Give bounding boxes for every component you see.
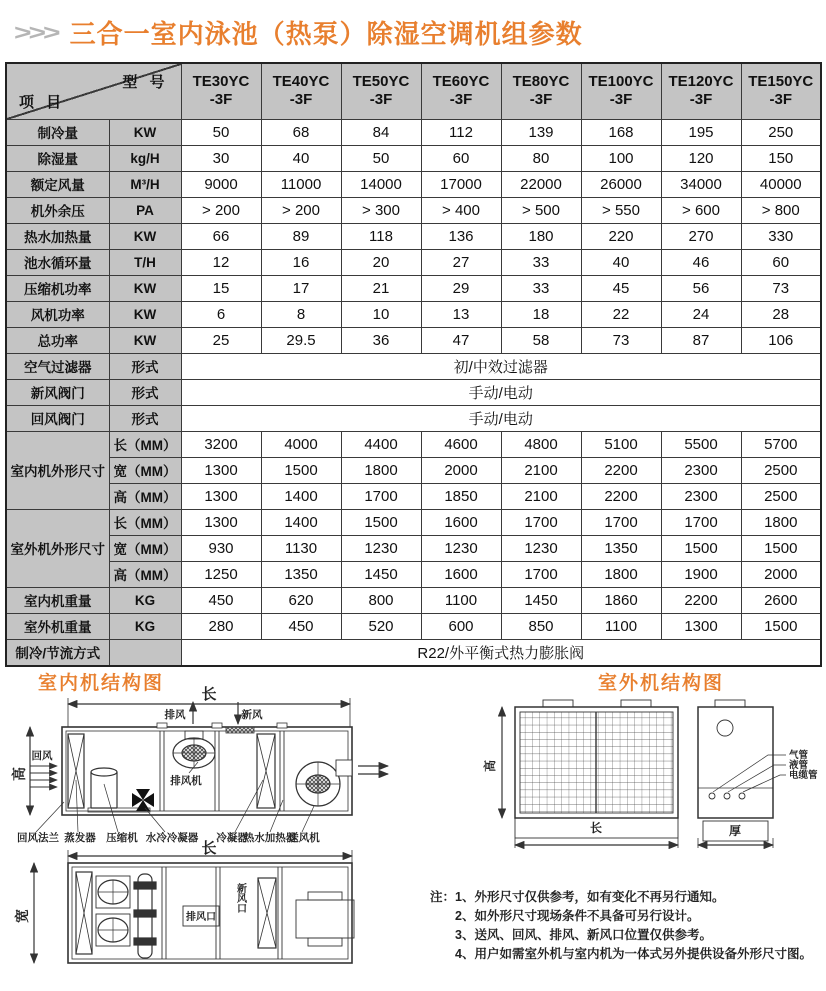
row-group-label: 室外机外形尺寸: [6, 509, 109, 587]
spec-value: 40000: [741, 171, 821, 197]
note-line: 2、如外形尺寸现场条件不具备可另行设计。: [455, 909, 700, 923]
row-label: 总功率: [6, 327, 109, 353]
spec-value: 1600: [421, 561, 501, 587]
spec-value: 4600: [421, 431, 501, 457]
evaporator-panel: [68, 734, 84, 808]
spec-value: 2600: [741, 587, 821, 613]
spec-value: 2500: [741, 483, 821, 509]
spec-value: 4000: [261, 431, 341, 457]
spec-table: [5, 62, 822, 667]
note-line: 3、送风、回风、排风、新风口位置仅供参考。: [455, 928, 712, 942]
spec-value: 73: [741, 275, 821, 301]
spec-value: 1130: [261, 535, 341, 561]
row-unit: 长（MM）: [109, 431, 181, 457]
row-unit: KW: [109, 223, 181, 249]
spec-value: 1100: [581, 613, 661, 639]
spec-value: 1450: [341, 561, 421, 587]
spec-table-body: [6, 119, 821, 666]
spec-value: 180: [501, 223, 581, 249]
model-header: TE50YC -3F: [341, 63, 421, 119]
row-unit: 长（MM）: [109, 509, 181, 535]
spec-value: 800: [341, 587, 421, 613]
exhaust-fan-label: 排风机: [170, 775, 202, 787]
row-label: 池水循环量: [6, 249, 109, 275]
spec-value: 11000: [261, 171, 341, 197]
spec-value: 25: [181, 327, 261, 353]
corner-item-label: 项 目: [19, 93, 66, 111]
spec-value: 1350: [581, 535, 661, 561]
spec-row: [6, 405, 821, 431]
row-label: 制冷/节流方式: [6, 639, 109, 666]
model-header: TE100YC -3F: [581, 63, 661, 119]
spec-value: 1850: [421, 483, 501, 509]
spec-row: [6, 327, 821, 353]
spec-value: 16: [261, 249, 341, 275]
model-header: TE30YC -3F: [181, 63, 261, 119]
spec-value: 4400: [341, 431, 421, 457]
spec-value: 8: [261, 301, 341, 327]
spec-value: 1700: [341, 483, 421, 509]
spec-value: > 300: [341, 197, 421, 223]
indoor-unit-diagram: [0, 660, 430, 991]
row-unit: 宽（MM）: [109, 535, 181, 561]
spec-row: [6, 249, 821, 275]
spec-value: 450: [261, 613, 341, 639]
spec-row: [6, 353, 821, 379]
spec-value: 1300: [181, 509, 261, 535]
merged-value: 手动/电动: [181, 405, 821, 431]
spec-value: 29.5: [261, 327, 341, 353]
spec-value: 6: [181, 301, 261, 327]
gas-pipe-label: 气管: [789, 750, 809, 761]
spec-value: 13: [421, 301, 501, 327]
spec-value: 12: [181, 249, 261, 275]
spec-value: 450: [181, 587, 261, 613]
spec-row: [6, 197, 821, 223]
outdoor-height-label: 高: [483, 759, 497, 773]
spec-row: [6, 223, 821, 249]
spec-value: 2300: [661, 457, 741, 483]
spec-row: [6, 171, 821, 197]
merged-value: R22/外平衡式热力膨胀阀: [181, 639, 821, 666]
length-label: 长: [201, 686, 217, 703]
row-label: 热水加热量: [6, 223, 109, 249]
row-unit: KW: [109, 327, 181, 353]
row-label: 空气过滤器: [6, 353, 109, 379]
spec-value: 5700: [741, 431, 821, 457]
corner-cell: [6, 63, 181, 119]
spec-value: 195: [661, 119, 741, 145]
spec-value: > 500: [501, 197, 581, 223]
row-label: 风机功率: [6, 301, 109, 327]
spec-value: 2200: [581, 457, 661, 483]
spec-value: 50: [181, 119, 261, 145]
row-label: 额定风量: [6, 171, 109, 197]
exhaust-fan-shape: [173, 731, 215, 768]
spec-value: 34000: [661, 171, 741, 197]
model-header: TE120YC -3F: [661, 63, 741, 119]
spec-value: 1800: [581, 561, 661, 587]
width-label: 宽: [14, 909, 30, 923]
fresh-air-grille: [226, 727, 254, 733]
model-header-row: [6, 63, 821, 119]
spec-row: [6, 457, 821, 483]
liquid-pipe-label: 液管: [789, 760, 809, 771]
spec-value: 56: [661, 275, 741, 301]
spec-value: 50: [341, 145, 421, 171]
spec-value: 250: [741, 119, 821, 145]
spec-value: 100: [581, 145, 661, 171]
spec-value: 270: [661, 223, 741, 249]
height-label: 高: [11, 767, 27, 781]
spec-value: 1230: [421, 535, 501, 561]
spec-value: 2100: [501, 483, 581, 509]
spec-value: 15: [181, 275, 261, 301]
spec-value: 68: [261, 119, 341, 145]
spec-value: 1400: [261, 509, 341, 535]
outdoor-depth-label: 厚: [728, 824, 742, 838]
row-unit: KW: [109, 275, 181, 301]
plan-fans: [96, 876, 130, 946]
spec-value: 58: [501, 327, 581, 353]
row-unit: 形式: [109, 353, 181, 379]
spec-value: 33: [501, 275, 581, 301]
spec-row: [6, 509, 821, 535]
spec-value: 30: [181, 145, 261, 171]
chevrons-icon: >>>: [14, 19, 58, 45]
spec-value: 620: [261, 587, 341, 613]
row-unit: KG: [109, 613, 181, 639]
row-unit: KG: [109, 587, 181, 613]
spec-value: 60: [741, 249, 821, 275]
outdoor-unit-diagram: [430, 660, 826, 870]
row-label: 室内机重量: [6, 587, 109, 613]
spec-value: 930: [181, 535, 261, 561]
outdoor-length-label: 长: [589, 821, 603, 835]
spec-value: > 550: [581, 197, 661, 223]
note-line: 1、外形尺寸仅供参考，如有变化不再另行通知。: [455, 890, 725, 904]
spec-value: 1300: [181, 483, 261, 509]
spec-value: 9000: [181, 171, 261, 197]
indoor-diagram-title: 室内机结构图: [38, 673, 165, 694]
spec-value: 36: [341, 327, 421, 353]
spec-value: 21: [341, 275, 421, 301]
spec-row: [6, 535, 821, 561]
model-header: TE40YC -3F: [261, 63, 341, 119]
spec-value: 1700: [501, 509, 581, 535]
spec-value: 2200: [581, 483, 661, 509]
spec-value: 33: [501, 249, 581, 275]
spec-value: 280: [181, 613, 261, 639]
spec-value: 1700: [581, 509, 661, 535]
spec-value: 168: [581, 119, 661, 145]
indoor-cabinet-outline: [62, 727, 352, 815]
row-label: 新风阀门: [6, 379, 109, 405]
heater-coil-panel: [257, 734, 275, 808]
spec-row: [6, 145, 821, 171]
spec-value: 26000: [581, 171, 661, 197]
spec-row: [6, 483, 821, 509]
model-header: TE80YC -3F: [501, 63, 581, 119]
spec-value: > 800: [741, 197, 821, 223]
row-label: 压缩机功率: [6, 275, 109, 301]
spec-row: [6, 431, 821, 457]
spec-value: 1300: [661, 613, 741, 639]
fresh-air-label: 新风: [241, 709, 263, 721]
spec-value: 150: [741, 145, 821, 171]
spec-value: 139: [501, 119, 581, 145]
spec-value: 1500: [741, 613, 821, 639]
spec-value: 18: [501, 301, 581, 327]
spec-value: 73: [581, 327, 661, 353]
row-unit: 高（MM）: [109, 561, 181, 587]
spec-value: 17000: [421, 171, 501, 197]
note-list: [455, 888, 812, 964]
plan-supply-fan: [296, 892, 354, 946]
model-header: TE150YC -3F: [741, 63, 821, 119]
hot-water-heater-label: 热水加热器: [243, 832, 297, 844]
outdoor-diagram-title: 室外机结构图: [598, 673, 725, 694]
supply-fan-shape: [296, 760, 352, 806]
row-unit: 宽（MM）: [109, 457, 181, 483]
spec-value: 850: [501, 613, 581, 639]
outdoor-side-view: [698, 700, 786, 848]
spec-value: 29: [421, 275, 501, 301]
spec-value: 45: [581, 275, 661, 301]
exhaust-air-label: 排风: [164, 709, 186, 721]
spec-value: 3200: [181, 431, 261, 457]
spec-value: 600: [421, 613, 501, 639]
spec-value: 1230: [501, 535, 581, 561]
spec-row: [6, 275, 821, 301]
spec-value: 2200: [661, 587, 741, 613]
spec-value: 120: [661, 145, 741, 171]
spec-value: 1350: [261, 561, 341, 587]
spec-value: 1250: [181, 561, 261, 587]
row-unit: kg/H: [109, 145, 181, 171]
spec-value: > 400: [421, 197, 501, 223]
model-header: TE60YC -3F: [421, 63, 501, 119]
spec-value: 1450: [501, 587, 581, 613]
row-unit: T/H: [109, 249, 181, 275]
spec-row: [6, 613, 821, 639]
spec-value: 5100: [581, 431, 661, 457]
row-unit: KW: [109, 119, 181, 145]
spec-value: 1900: [661, 561, 741, 587]
spec-value: 40: [581, 249, 661, 275]
spec-value: 1800: [341, 457, 421, 483]
spec-value: > 600: [661, 197, 741, 223]
fresh-air-outlet-label: 新风口: [234, 883, 246, 913]
spec-value: 1230: [341, 535, 421, 561]
spec-value: 66: [181, 223, 261, 249]
page-title: 三合一室内泳池（热泵）除湿空调机组参数: [69, 19, 583, 49]
spec-value: 136: [421, 223, 501, 249]
spec-value: 24: [661, 301, 741, 327]
merged-value: 初/中效过滤器: [181, 353, 821, 379]
spec-value: 1500: [741, 535, 821, 561]
spec-value: 46: [661, 249, 741, 275]
spec-value: 106: [741, 327, 821, 353]
spec-value: 47: [421, 327, 501, 353]
row-unit: PA: [109, 197, 181, 223]
spec-value: 17: [261, 275, 341, 301]
spec-row: [6, 301, 821, 327]
spec-value: 80: [501, 145, 581, 171]
spec-value: 89: [261, 223, 341, 249]
merged-value: 手动/电动: [181, 379, 821, 405]
spec-value: 20: [341, 249, 421, 275]
row-group-label: 室内机外形尺寸: [6, 431, 109, 509]
spec-value: 1300: [181, 457, 261, 483]
spec-value: 1400: [261, 483, 341, 509]
spec-value: 40: [261, 145, 341, 171]
row-label: 制冷量: [6, 119, 109, 145]
spec-row: [6, 119, 821, 145]
spec-row: [6, 561, 821, 587]
spec-value: > 200: [181, 197, 261, 223]
row-label: 回风阀门: [6, 405, 109, 431]
spec-row: [6, 379, 821, 405]
spec-value: 520: [341, 613, 421, 639]
spec-value: 1700: [661, 509, 741, 535]
row-unit: 高（MM）: [109, 483, 181, 509]
water-cooled-condenser-label: 水冷冷凝器: [145, 832, 199, 844]
coil-column: [134, 874, 156, 958]
note-prefix: 注：: [430, 890, 456, 904]
spec-value: 1800: [741, 509, 821, 535]
spec-value: 330: [741, 223, 821, 249]
spec-value: 5500: [661, 431, 741, 457]
spec-value: 2500: [741, 457, 821, 483]
spec-value: 1700: [501, 561, 581, 587]
spec-value: 22: [581, 301, 661, 327]
corner-model-label: 型 号: [122, 74, 169, 91]
spec-value: 84: [341, 119, 421, 145]
note-line: 4、用户如需室外机与室内机为一体式另外提供设备外形尺寸图。: [455, 947, 812, 961]
condenser-label: 冷凝器: [216, 832, 248, 844]
spec-value: 1500: [261, 457, 341, 483]
return-flange-label: 回风法兰: [17, 832, 59, 844]
spec-value: 60: [421, 145, 501, 171]
row-unit: KW: [109, 301, 181, 327]
spec-value: 112: [421, 119, 501, 145]
spec-value: 14000: [341, 171, 421, 197]
indoor-side-view: [30, 698, 388, 832]
spec-value: 87: [661, 327, 741, 353]
spec-value: 220: [581, 223, 661, 249]
spec-value: 28: [741, 301, 821, 327]
row-label: 室外机重量: [6, 613, 109, 639]
evaporator-label: 蒸发器: [64, 832, 96, 844]
spec-value: 1500: [661, 535, 741, 561]
spec-value: 1100: [421, 587, 501, 613]
spec-value: 22000: [501, 171, 581, 197]
plan-length-label: 长: [201, 840, 217, 857]
spec-value: 1600: [421, 509, 501, 535]
spec-value: 2000: [421, 457, 501, 483]
compressor-label: 压缩机: [106, 832, 138, 844]
row-unit: 形式: [109, 405, 181, 431]
spec-value: 10: [341, 301, 421, 327]
spec-value: 2100: [501, 457, 581, 483]
page-header: [14, 14, 583, 51]
exhaust-outlet-label: 排风口: [186, 912, 216, 923]
spec-row: [6, 587, 821, 613]
supply-fan-label: 送风机: [288, 832, 320, 844]
spec-value: 118: [341, 223, 421, 249]
spec-value: 2300: [661, 483, 741, 509]
row-label: 机外余压: [6, 197, 109, 223]
cable-pipe-label: 电缆管: [789, 770, 818, 781]
spec-value: 2000: [741, 561, 821, 587]
row-unit: 形式: [109, 379, 181, 405]
spec-value: 27: [421, 249, 501, 275]
row-label: 除湿量: [6, 145, 109, 171]
return-air-label: 回风: [31, 750, 53, 762]
spec-value: 1860: [581, 587, 661, 613]
row-unit: M³/H: [109, 171, 181, 197]
spec-value: 4800: [501, 431, 581, 457]
indoor-plan-view: [34, 850, 354, 963]
notes: [430, 888, 812, 964]
spec-value: > 200: [261, 197, 341, 223]
spec-value: 1500: [341, 509, 421, 535]
